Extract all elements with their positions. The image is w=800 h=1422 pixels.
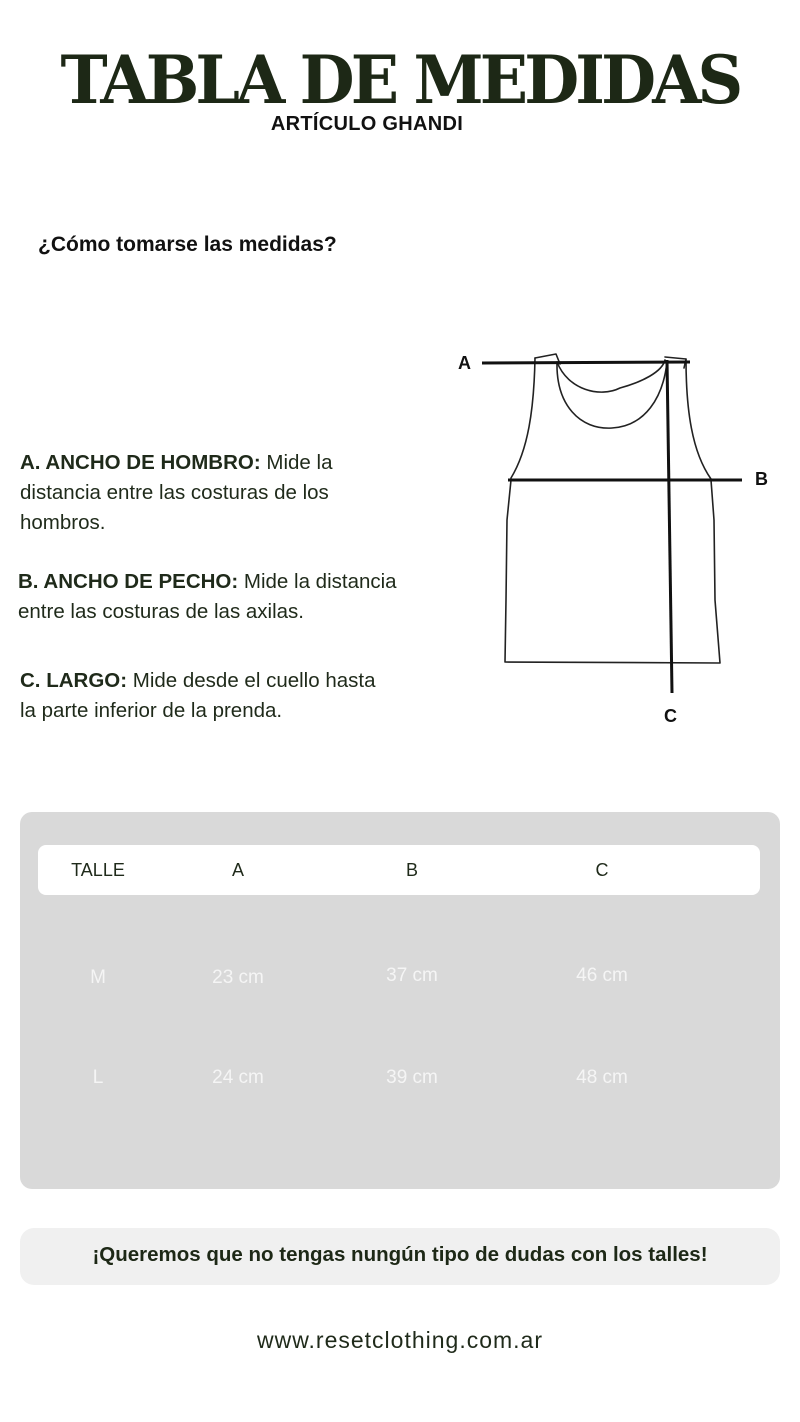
measure-c-label: C. LARGO: bbox=[20, 669, 128, 692]
row-m-c: 46 cm bbox=[576, 965, 628, 986]
diagram-label-c: C bbox=[664, 706, 677, 726]
row-l-a: 24 cm bbox=[212, 1067, 264, 1088]
diagram-label-b: B bbox=[755, 469, 768, 489]
row-l-size: L bbox=[92, 1067, 104, 1088]
row-m-a: 23 cm bbox=[212, 967, 264, 988]
measure-b-text-1: Mide la distancia bbox=[238, 570, 397, 593]
measure-c-text-1: Mide desde el cuello hasta bbox=[127, 669, 376, 692]
header-c: C bbox=[595, 860, 609, 880]
measure-c-description bbox=[20, 666, 375, 726]
measure-c-text-2: la parte inferior de la prenda. bbox=[20, 699, 283, 722]
info-banner-text: ¡Queremos que no tengas nungún tipo de dudas con los talles! bbox=[92, 1243, 708, 1266]
measure-a-label: A. ANCHO DE HOMBRO: bbox=[20, 451, 261, 474]
measure-b-text-2: entre las costuras de las axilas. bbox=[18, 600, 304, 623]
measure-a-text-2: distancia entre las costuras de los bbox=[20, 481, 329, 504]
row-l-b: 39 cm bbox=[386, 1067, 438, 1088]
row-l-c: 48 cm bbox=[576, 1067, 628, 1088]
row-m-size: M bbox=[90, 967, 106, 988]
instructions-heading: ¿Cómo tomarse las medidas? bbox=[38, 233, 337, 256]
header-b: B bbox=[405, 860, 418, 880]
page-subtitle: ARTÍCULO GHANDI bbox=[270, 113, 464, 135]
header-talle: TALLE bbox=[71, 860, 125, 880]
row-m-b: 37 cm bbox=[386, 965, 438, 986]
tank-top-outline-icon bbox=[440, 340, 790, 740]
measure-line-c bbox=[667, 360, 672, 693]
header-a: A bbox=[231, 860, 244, 880]
measure-a-description bbox=[20, 448, 332, 538]
measure-b-label: B. ANCHO DE PECHO: bbox=[18, 570, 239, 593]
page-title: TABLA DE MEDIDAS bbox=[60, 41, 740, 119]
measure-b-description bbox=[18, 567, 397, 627]
diagram-label-a: A bbox=[458, 353, 471, 373]
measure-a-text-3: hombros. bbox=[20, 511, 106, 534]
website-link[interactable]: www.resetclothing.com.ar bbox=[256, 1327, 544, 1353]
measure-line-a bbox=[482, 362, 690, 363]
measure-a-text-1: Mide la bbox=[260, 451, 333, 474]
